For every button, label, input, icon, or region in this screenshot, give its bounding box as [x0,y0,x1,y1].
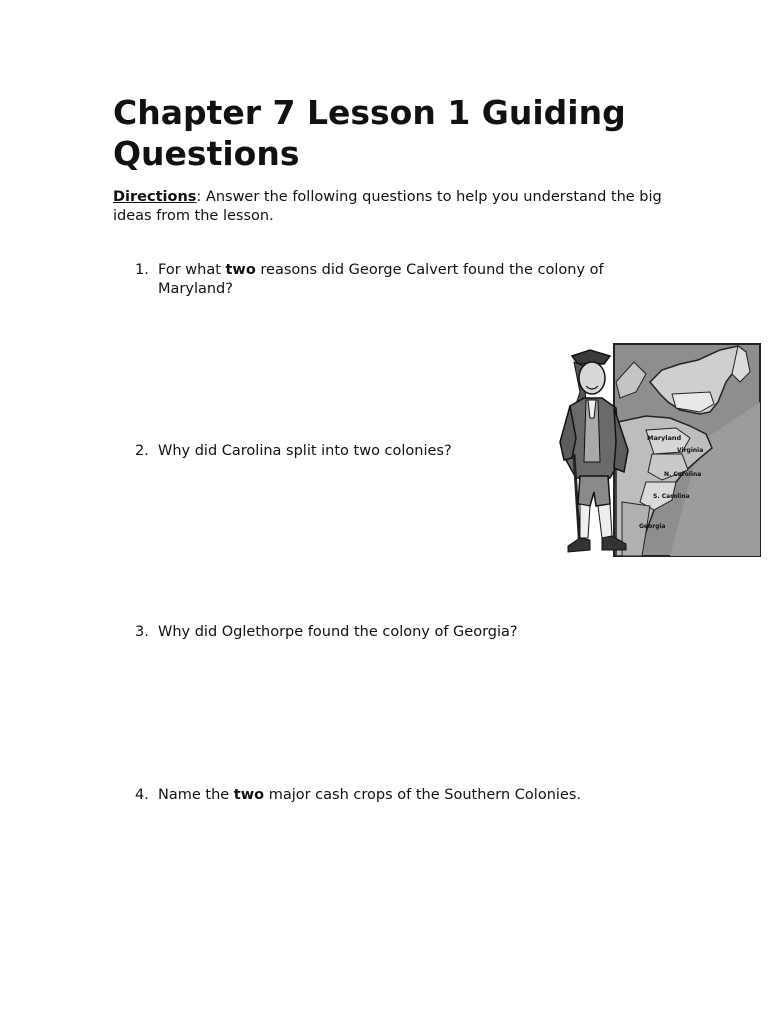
southern-colonies-map [614,344,760,556]
map-label-virginia: Virginia [677,447,704,454]
question-4 [135,786,635,805]
directions-text: : Answer the following questions to help you understand the big ideas from the lesson. [113,189,662,224]
question-3 [135,623,635,642]
question-1 [135,261,635,298]
question-number: 2. [135,443,149,459]
question-text: Why did Oglethorpe found the colony of Georgia? [158,624,518,640]
question-text: Name the two major cash crops of the Southern Colonies. [158,787,582,803]
map-label-maryland: Maryland [647,434,682,442]
colonist-map-illustration [550,342,762,560]
question-number: 1. [135,262,149,278]
question-text: Why did Carolina split into two colonies? [158,443,452,459]
question-number: 3. [135,624,149,640]
question-text: For what two reasons did George Calvert found the colony of Maryland? [158,262,604,297]
map-label-georgia: Georgia [639,523,666,530]
map-label-s-carolina: S. Carolina [653,493,690,500]
directions-label: Directions [113,189,197,205]
map-label-n-carolina: N. Carolina [664,471,702,478]
directions [113,188,673,226]
page-title: Chapter 7 Lesson 1 Guiding Questions [113,93,626,173]
question-number: 4. [135,787,149,803]
